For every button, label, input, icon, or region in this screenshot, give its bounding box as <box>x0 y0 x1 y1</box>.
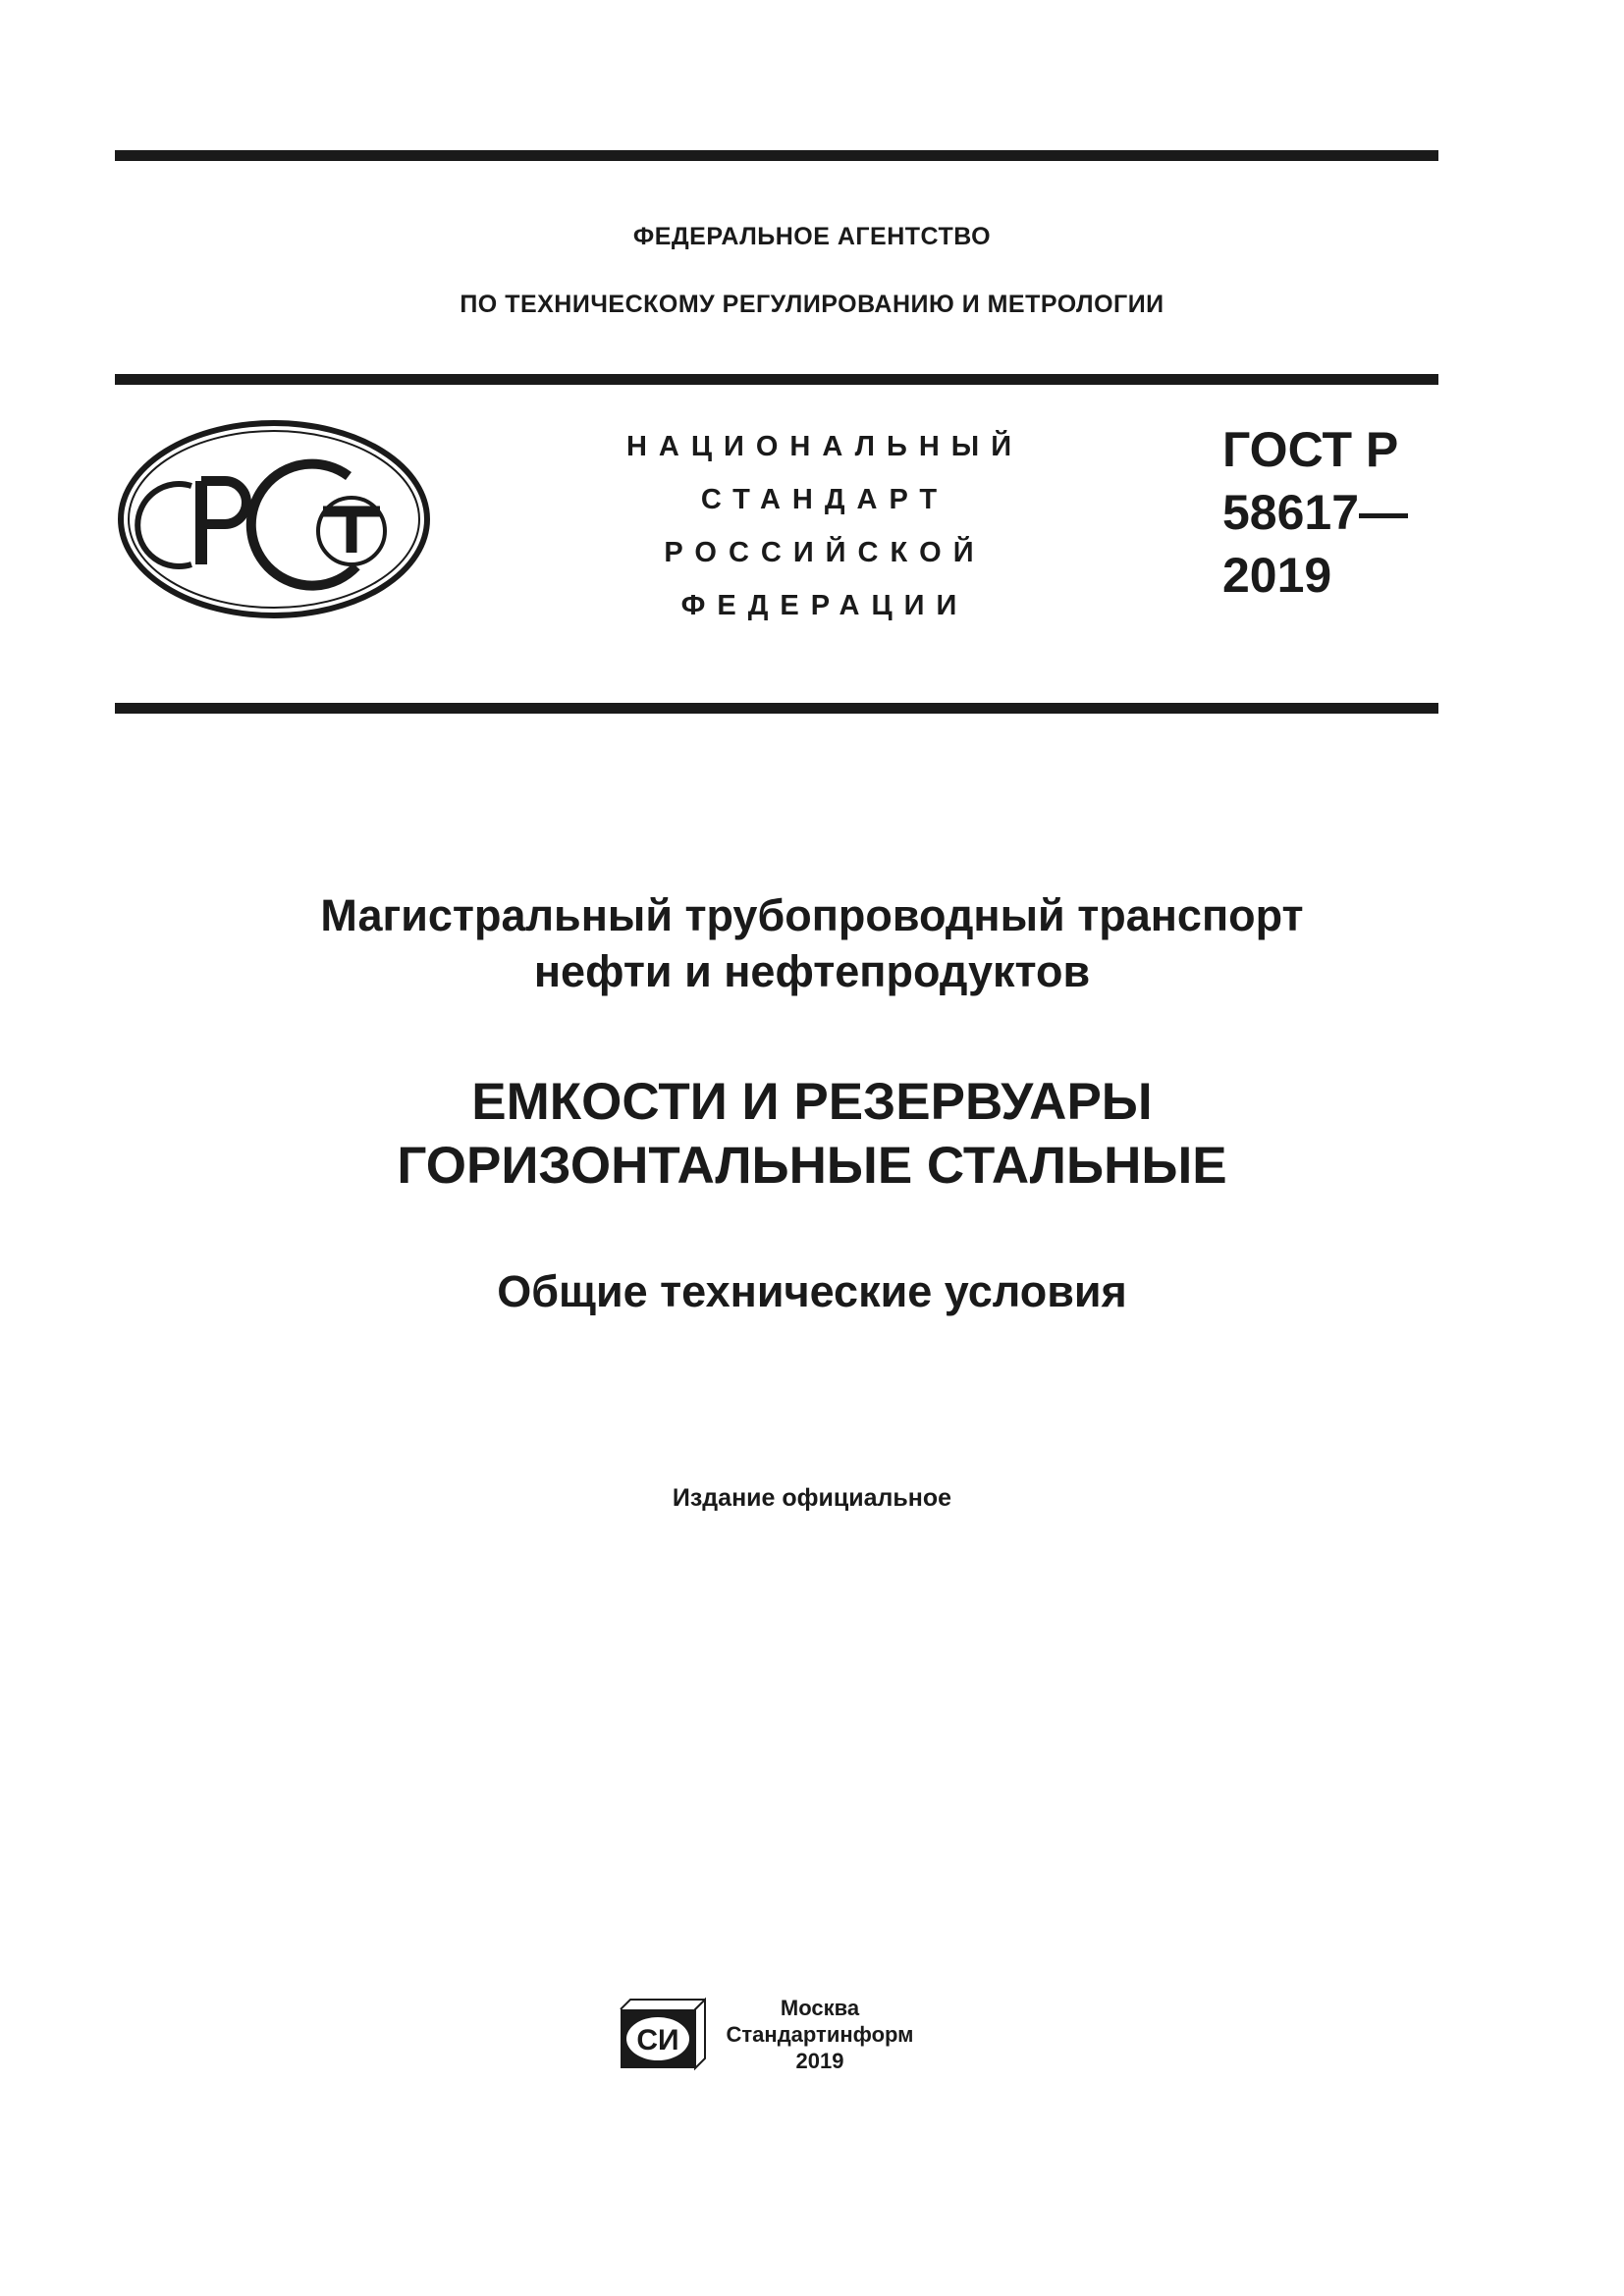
rst-gost-logo-icon <box>115 417 433 621</box>
edition-note: Издание официальное <box>672 1484 952 1512</box>
publisher-name: Стандартинформ <box>726 2022 914 2047</box>
gost-line-3: 2019 <box>1222 548 1332 603</box>
national-line-3: РОССИЙСКОЙ <box>664 537 986 568</box>
national-line-2: СТАНДАРТ <box>700 484 949 515</box>
title-line-2: ГОРИЗОНТАЛЬНЫЕ СТАЛЬНЫЕ <box>397 1137 1227 1195</box>
gost-line-1: ГОСТ Р <box>1222 422 1399 477</box>
document-subject <box>0 887 1624 999</box>
national-standard-label <box>589 420 1060 632</box>
subject-line-2: нефти и нефтепродуктов <box>533 946 1091 996</box>
national-line-4: ФЕДЕРАЦИИ <box>680 590 969 621</box>
agency-line-2: ПО ТЕХНИЧЕСКОМУ РЕГУЛИРОВАНИЮ И МЕТРОЛОГИИ <box>460 291 1164 318</box>
subject-line-1: Магистральный трубопроводный транспорт <box>320 890 1304 940</box>
gost-line-2: 58617— <box>1222 485 1409 540</box>
national-line-1: НАЦИОНАЛЬНЫЙ <box>625 431 1024 462</box>
header-rule <box>115 374 1438 385</box>
document-subtitle: Общие технические условия <box>497 1266 1127 1316</box>
divider-rule <box>115 703 1438 714</box>
publisher-info <box>722 1995 918 2074</box>
publisher-city: Москва <box>780 1996 860 2020</box>
svg-text:СИ: СИ <box>636 2024 679 2056</box>
top-rule <box>115 150 1438 161</box>
publisher-year: 2019 <box>795 2049 844 2073</box>
title-line-1: ЕМКОСТИ И РЕЗЕРВУАРЫ <box>471 1073 1153 1131</box>
document-title <box>0 1070 1624 1198</box>
gost-designation <box>1222 418 1438 607</box>
standartinform-logo-icon <box>615 1996 709 2072</box>
agency-line-1: ФЕДЕРАЛЬНОЕ АГЕНТСТВО <box>632 223 992 250</box>
